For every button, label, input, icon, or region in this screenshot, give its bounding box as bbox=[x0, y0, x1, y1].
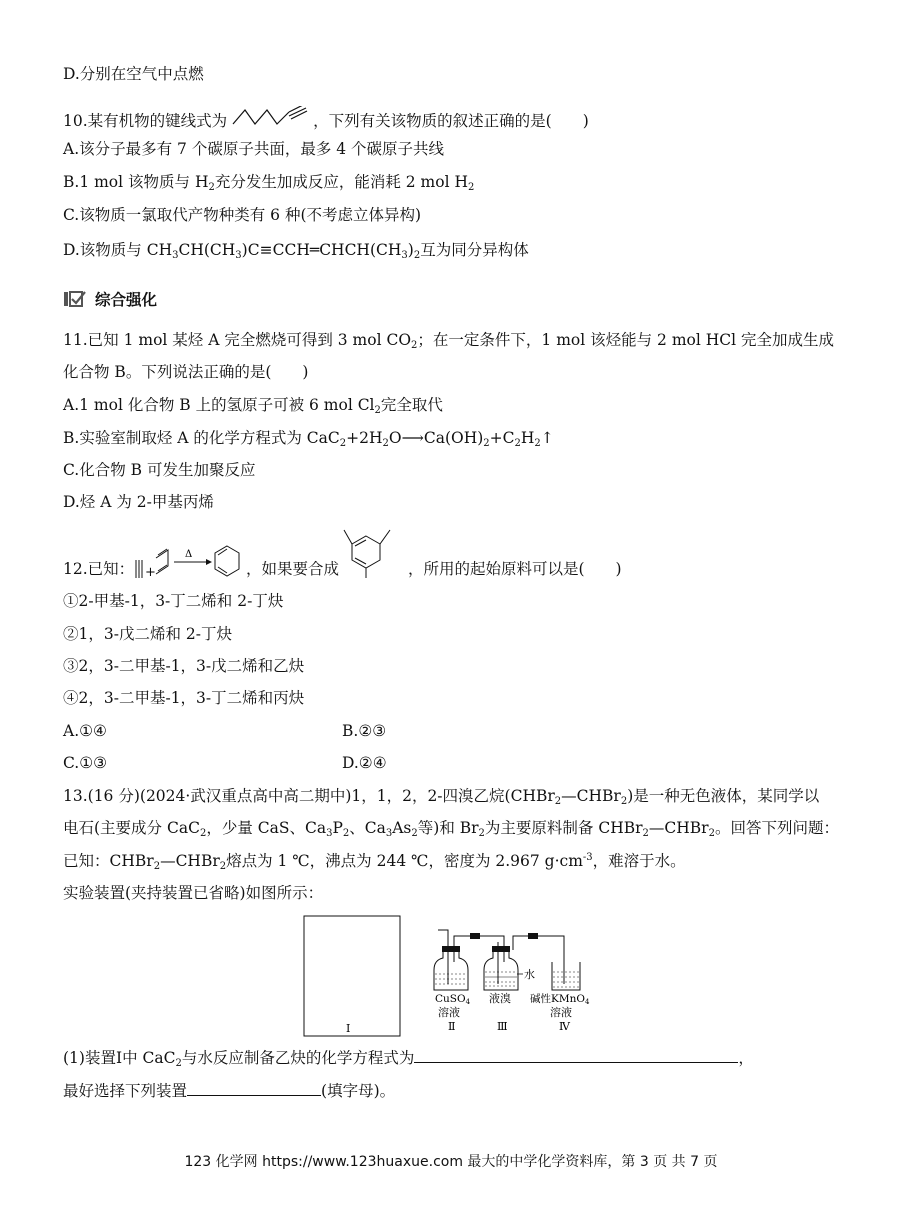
subscript: 2 bbox=[468, 182, 475, 193]
q10-option-a: A.该分子最多有 7 个碳原子共面，最多 4 个碳原子共线 bbox=[63, 140, 445, 158]
q11-stem-line1 bbox=[63, 330, 834, 350]
q13-line1 bbox=[63, 786, 819, 806]
plus-sign: + bbox=[145, 565, 156, 580]
heat-symbol: Δ bbox=[185, 549, 193, 560]
q13-line4: 实验装置(夹持装置已省略)如图所示： bbox=[63, 884, 324, 902]
answer-blank-device[interactable] bbox=[187, 1081, 321, 1096]
subscript: 4 bbox=[584, 998, 590, 1006]
apparatus-figure bbox=[302, 914, 612, 1038]
subscript: 3 bbox=[385, 828, 393, 839]
bottle2-label bbox=[435, 993, 471, 1006]
subscript: 2 bbox=[554, 796, 562, 807]
q10-stem-part2: ，下列有关该物质的叙述正确的是( ) bbox=[313, 112, 589, 130]
subscript: 3 bbox=[326, 828, 333, 839]
q10-skeletal-formula bbox=[231, 106, 309, 130]
apparatus-label-1: Ⅰ bbox=[346, 1022, 351, 1035]
text: 。回答下列问题： bbox=[714, 819, 839, 837]
subscript: 2 bbox=[411, 340, 418, 351]
q12-item-2: ②1，3-戊二烯和 2-丁炔 bbox=[63, 625, 232, 643]
section-header bbox=[63, 288, 157, 310]
text: 充分发生加成反应，能消耗 2 mol H bbox=[214, 173, 468, 191]
text: 完全取代 bbox=[380, 396, 443, 414]
bottle2-number: Ⅱ bbox=[448, 1020, 456, 1033]
q12-item-3: ③2，3-二甲基-1，3-戊二烯和乙炔 bbox=[63, 657, 305, 675]
subscript: 2 bbox=[342, 828, 350, 839]
bottle3-number: Ⅲ bbox=[497, 1020, 508, 1033]
q13-part1-line2 bbox=[63, 1081, 395, 1101]
text: 已知：CHBr bbox=[63, 852, 154, 870]
text: 电石(主要成分 CaC bbox=[63, 819, 200, 837]
subscript: 2 bbox=[620, 796, 628, 807]
beaker4-solution-label: 溶液 bbox=[550, 1006, 572, 1019]
q13-line2 bbox=[63, 818, 839, 838]
subscript: 3 bbox=[235, 250, 242, 261]
text: A.1 mol 化合物 B 上的氢原子可被 6 mol Cl bbox=[63, 396, 375, 414]
bottle3-label: 液溴 bbox=[489, 992, 511, 1005]
text: —CHBr bbox=[160, 852, 220, 870]
text: ；在一定条件下，1 mol 该烃能与 2 mol HCl 完全加成生成 bbox=[417, 331, 835, 349]
superscript: -3 bbox=[582, 852, 593, 863]
subscript: 2 bbox=[382, 438, 389, 449]
beaker4-label bbox=[530, 992, 590, 1006]
subscript: 2 bbox=[153, 861, 161, 872]
subscript: 2 bbox=[208, 182, 215, 193]
q10-stem bbox=[63, 106, 589, 131]
double-bond: ═ bbox=[309, 241, 320, 259]
text: ，少量 CaS、Ca bbox=[206, 819, 327, 837]
text: D.该物质与 CH bbox=[63, 241, 173, 259]
subscript: 2 bbox=[534, 438, 541, 449]
q10-option-b bbox=[63, 172, 474, 192]
reaction-arrow: ⟶ bbox=[401, 429, 424, 447]
text: (填字母)。 bbox=[321, 1082, 396, 1100]
text: B.实验室制取烃 A 的化学方程式为 CaC bbox=[63, 429, 340, 447]
q12-reaction-scheme bbox=[132, 538, 244, 584]
text: 最好选择下列装置 bbox=[63, 1082, 188, 1100]
subscript: 3 bbox=[401, 250, 408, 261]
answer-blank-equation[interactable] bbox=[414, 1048, 738, 1063]
q10-stem-part1: 10.某有机物的键线式为 bbox=[63, 112, 228, 130]
q10-option-c: C.该物质一氯取代产物种类有 6 种(不考虑立体异构) bbox=[63, 206, 422, 224]
text: +2H bbox=[346, 429, 383, 447]
subscript: 2 bbox=[483, 438, 490, 449]
q11-option-c: C.化合物 B 可发生加聚反应 bbox=[63, 461, 256, 479]
q13-line3 bbox=[63, 851, 686, 871]
text: 熔点为 1 ℃，沸点为 244 ℃，密度为 2.967 g·cm bbox=[226, 852, 583, 870]
q11-option-a bbox=[63, 395, 443, 415]
subscript: 2 bbox=[374, 405, 381, 416]
text: ， bbox=[738, 1049, 754, 1067]
subscript: 2 bbox=[199, 828, 207, 839]
text: CH(CH bbox=[178, 241, 236, 259]
subscript: 3 bbox=[172, 250, 179, 261]
subscript: 2 bbox=[642, 828, 649, 839]
text: 、Ca bbox=[349, 819, 386, 837]
subscript: 2 bbox=[413, 250, 421, 261]
water-label: 水 bbox=[524, 968, 535, 981]
text: CHCH(CH bbox=[319, 241, 402, 259]
q12-option-b: B.②③ bbox=[342, 722, 387, 740]
subscript: 2 bbox=[411, 828, 418, 839]
text: —CHBr bbox=[648, 819, 709, 837]
q10-option-d bbox=[63, 240, 529, 260]
subscript: 2 bbox=[219, 861, 227, 872]
text: O bbox=[388, 429, 402, 447]
subscript: 2 bbox=[514, 438, 521, 449]
beaker4-number: Ⅳ bbox=[559, 1020, 570, 1033]
checklist-icon bbox=[63, 290, 87, 308]
q12-target-structure bbox=[342, 524, 406, 580]
q11-stem-line2: 化合物 B。下列说法正确的是( ) bbox=[63, 363, 309, 381]
subscript: 4 bbox=[465, 998, 471, 1006]
text: ，难溶于水。 bbox=[592, 852, 686, 870]
subscript: 2 bbox=[339, 438, 347, 449]
q13-part1-line1 bbox=[63, 1048, 754, 1068]
q11-option-d: D.烃 A 为 2-甲基丙烯 bbox=[63, 493, 214, 511]
text: 与水反应制备乙炔的化学方程式为 bbox=[181, 1049, 415, 1067]
text: CuSO bbox=[435, 993, 466, 1005]
text: 互为同分异构体 bbox=[420, 241, 529, 259]
triple-bond: ≡ bbox=[259, 241, 273, 259]
subscript: 2 bbox=[478, 828, 485, 839]
q9-option-d: D.分别在空气中点燃 bbox=[63, 65, 204, 83]
text: 为主要原料制备 CHBr bbox=[484, 819, 643, 837]
q12-option-d: D.②④ bbox=[342, 754, 387, 772]
text: ↑ bbox=[540, 429, 554, 447]
subscript: 2 bbox=[708, 828, 715, 839]
text: +C bbox=[489, 429, 515, 447]
q12-stem-prefix: 12.已知： bbox=[63, 560, 135, 578]
q11-option-b bbox=[63, 428, 554, 448]
text: CCH bbox=[272, 241, 310, 259]
text: —CHBr bbox=[561, 787, 621, 805]
section-title: 综合强化 bbox=[95, 291, 158, 309]
q12-stem-middle: ，如果要合成 bbox=[246, 560, 340, 578]
text: B.1 mol 该物质与 H bbox=[63, 173, 209, 191]
text: 碱性KMnO bbox=[530, 993, 585, 1005]
text: )C bbox=[241, 241, 260, 259]
text: 11.已知 1 mol 某烃 A 完全燃烧可得到 3 mol CO bbox=[63, 331, 412, 349]
q12-option-a: A.①④ bbox=[63, 722, 107, 740]
text: H bbox=[520, 429, 535, 447]
q12-stem-suffix: ，所用的起始原料可以是( ) bbox=[408, 560, 622, 578]
page-footer: 123 化学网 https://www.123huaxue.com 最大的中学化学资料库，第 3 页 共 7 页 bbox=[184, 1154, 718, 1170]
text: P bbox=[332, 819, 343, 837]
q12-option-c: C.①③ bbox=[63, 754, 108, 772]
bottle2-solution-label: 溶液 bbox=[438, 1006, 460, 1019]
text: ) bbox=[407, 241, 414, 259]
text: Ca(OH) bbox=[423, 429, 484, 447]
text: As bbox=[392, 819, 412, 837]
text: (1)装置Ⅰ中 CaC bbox=[63, 1049, 176, 1067]
q12-item-1: ①2-甲基-1，3-丁二烯和 2-丁炔 bbox=[63, 592, 284, 610]
text: 13.(16 分)(2024·武汉重点高中高二期中)1，1，2，2-四溴乙烷(CHBr bbox=[63, 787, 555, 805]
subscript: 2 bbox=[175, 1058, 182, 1069]
q12-item-4: ④2，3-二甲基-1，3-丁二烯和丙炔 bbox=[63, 689, 305, 707]
text: 等)和 Br bbox=[417, 819, 479, 837]
text: )是一种无色液体，某同学以 bbox=[627, 787, 820, 805]
